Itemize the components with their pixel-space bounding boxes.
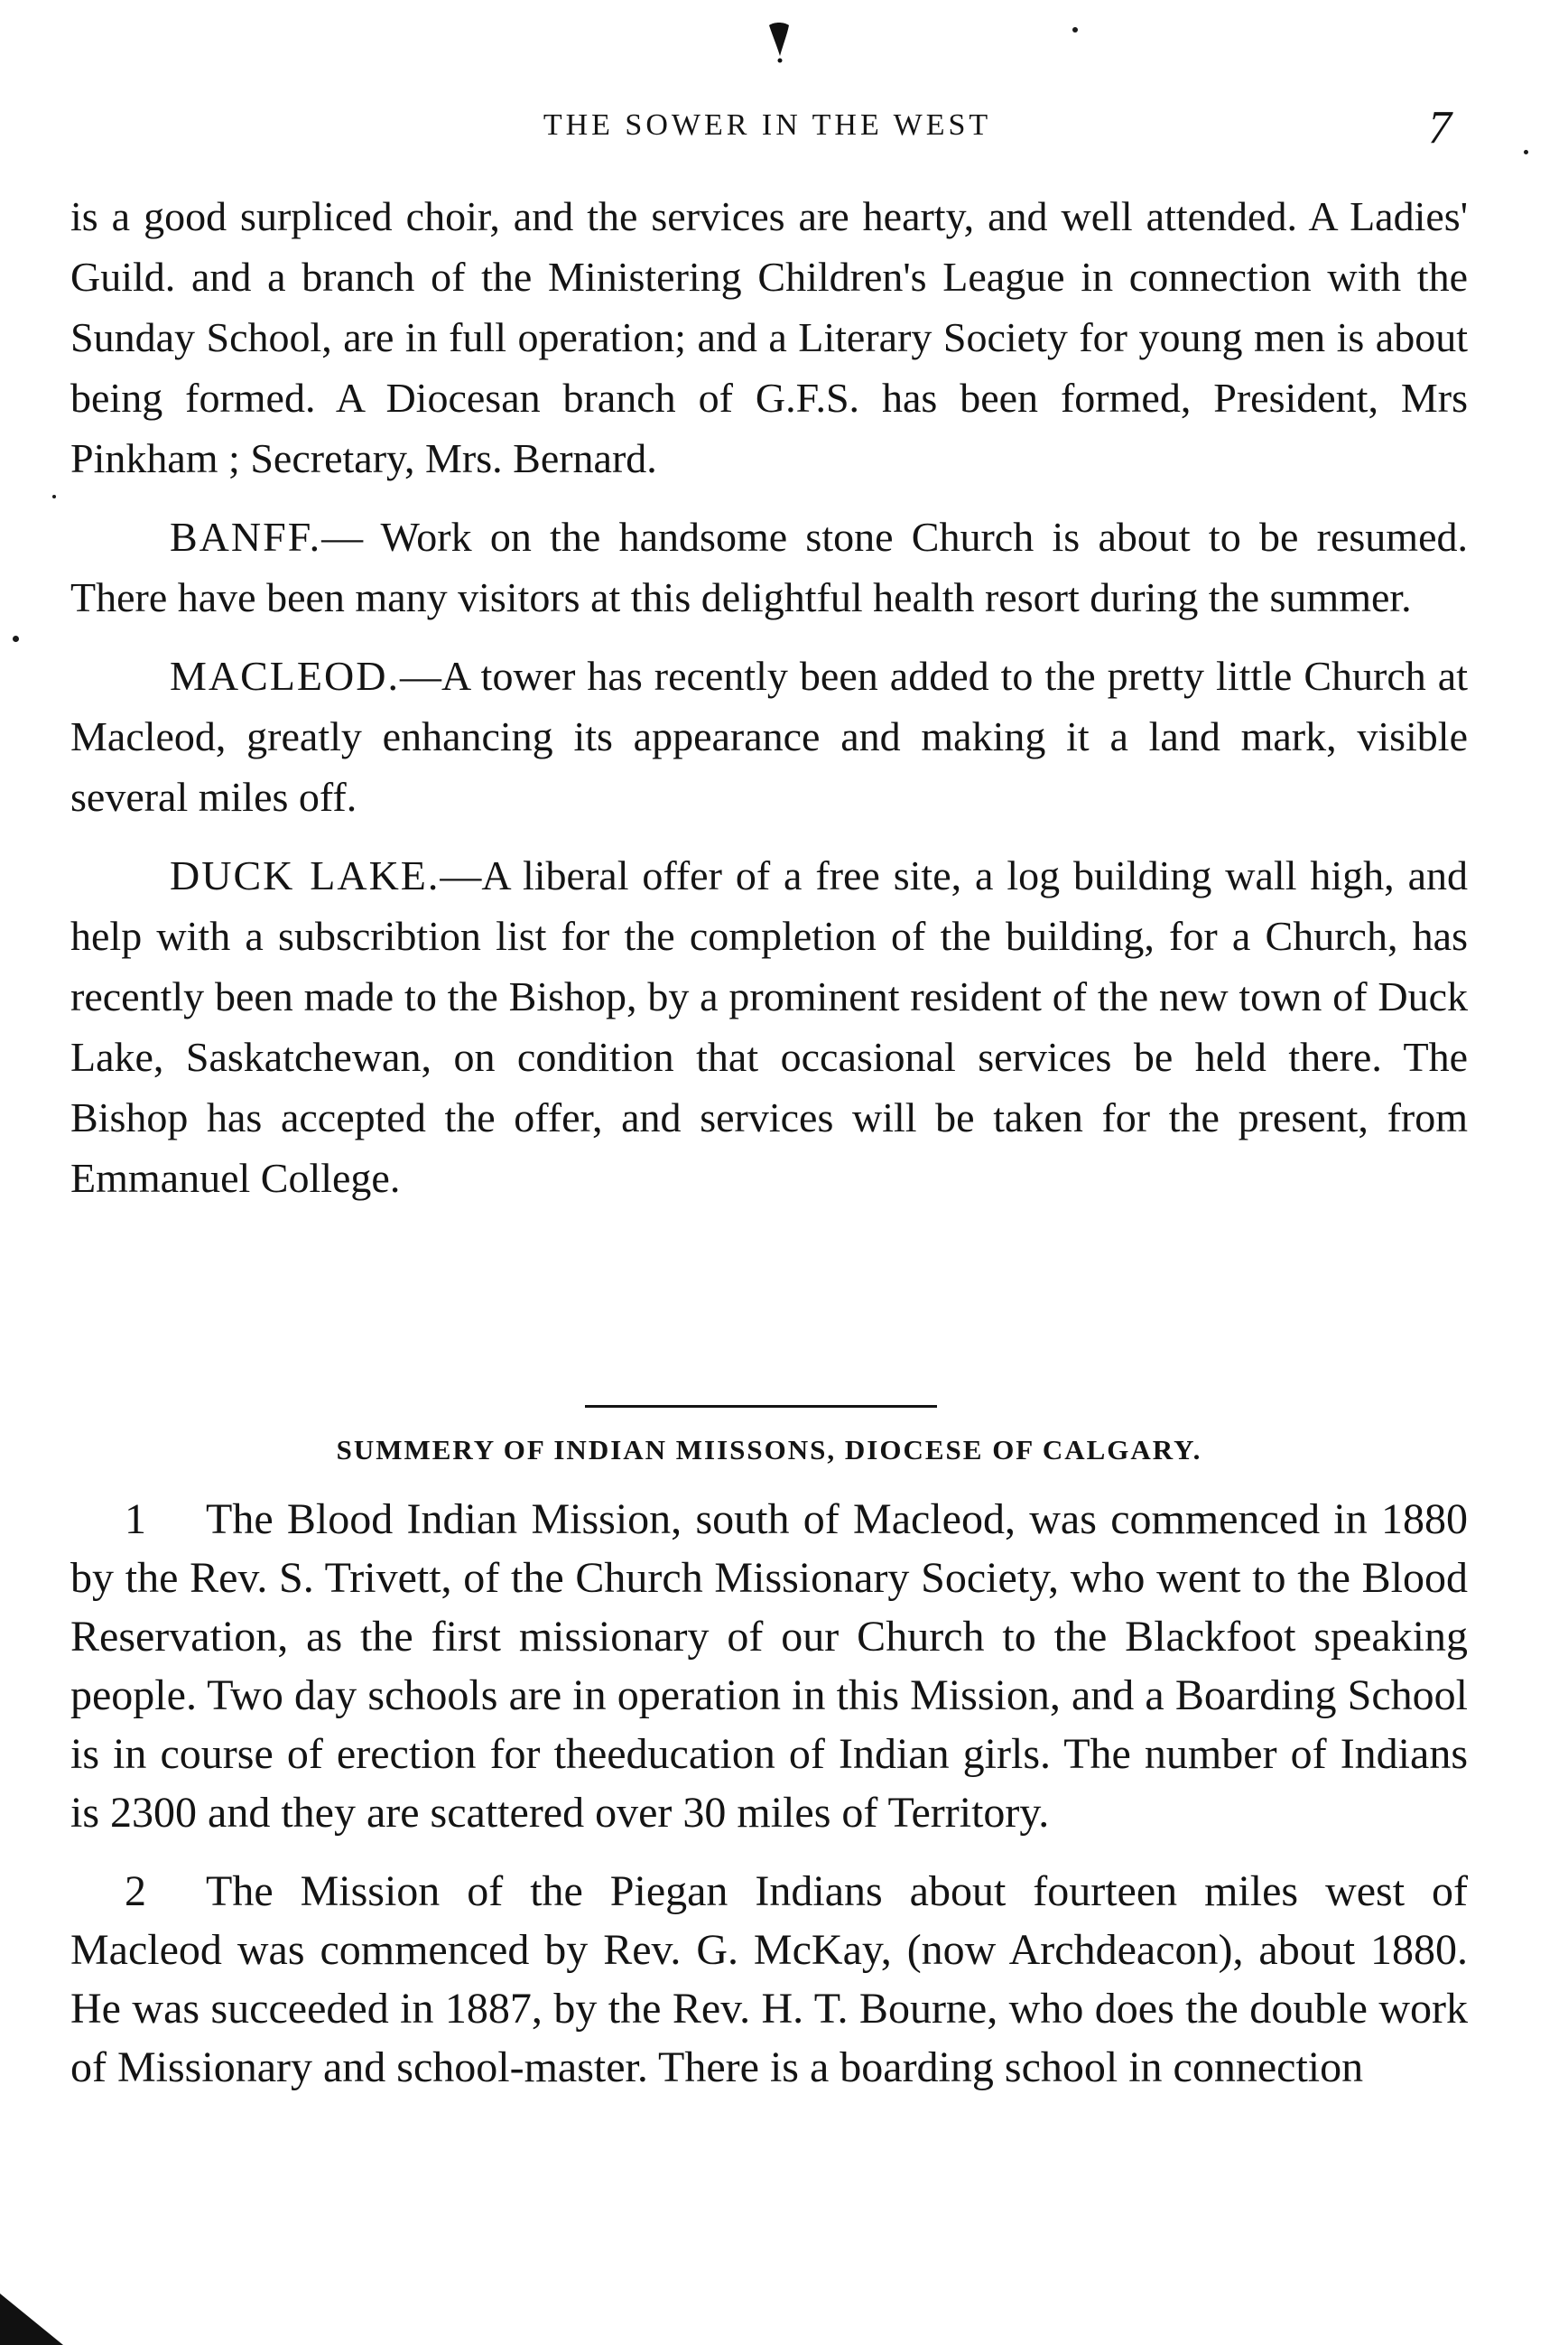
section-heading: SUMMERY OF INDIAN MIISSONS, DIOCESE OF CALGARY. (336, 1434, 1202, 1466)
body-text-top (70, 186, 1468, 1226)
paragraph-choir (70, 186, 1468, 489)
paragraph-text: — Work on the handsome stone Church is about to be resumed. There have been many visitors at this delightful health resort during the summer. (70, 514, 1468, 620)
paragraph-banff (70, 507, 1468, 628)
page-corner-shadow (0, 2294, 63, 2345)
paragraph-text: —A tower has recently been added to the pretty little Church at Macleod, greatly enhancing its appearance and making it a land mark, visible several miles off. (70, 653, 1468, 820)
paragraph-lead: DUCK LAKE. (170, 852, 441, 898)
paragraph-macleod (70, 646, 1468, 827)
paragraph-lead: BANFF. (170, 514, 322, 560)
ink-speck (1072, 27, 1078, 33)
section-divider (585, 1405, 937, 1408)
ink-speck (52, 495, 56, 498)
paragraph-text: —A liberal offer of a free site, a log building wall high, and help with a subscribtion list for the completion of the building, for a Church, has recently been made to the Bishop, by a prominent resident of the new town of Duck Lake, Saskatchewan, on condition that occasional services be held there. The Bishop has accepted the offer, and services will be taken for the present, from Emmanuel College. (70, 852, 1468, 1201)
ink-speck (13, 636, 19, 642)
numbered-paragraph (70, 1490, 1468, 1842)
paragraph-lead: MACLEOD. (170, 653, 400, 699)
ink-speck (1524, 150, 1528, 154)
paragraph-text: The Blood Indian Mission, south of Macleod, was commenced in 1880 by the Rev. S. Trivett, of the Church Missionary Society, who went to the Blood Reservation, as the first missionary of our Church to the Blackfoot speaking people. Two day schools are in operation in this Mission, and a Boarding School is in course of erection for theeducation of Indian girls. The number of Indians is 2300 and they are scattered over 30 miles of Territory. (70, 1495, 1468, 1837)
ink-blot-mark (765, 20, 793, 63)
paragraph-duck-lake (70, 845, 1468, 1208)
numbered-paragraph (70, 1862, 1468, 2097)
page-number: 7 (1428, 102, 1452, 154)
paragraph-number: 2 (125, 1867, 146, 1915)
running-header: THE SOWER IN THE WEST (543, 108, 992, 142)
paragraph-text: The Mission of the Piegan Indians about fourteen miles west of Macleod was commenced by Rev. G. McKay, (now Archdeacon), about 1880. He was succeeded in 1887, by the Rev. H. T. Bourne, who does the double work of Missionary and school-master. There is a boarding school in connection (70, 1867, 1468, 2091)
paragraph-text: is a good surpliced choir, and the services are hearty, and well attended. A Ladies' Guild. and a branch of the Ministering Children's League in connection with the Sunday School, are in full operation; and a Literary Society for young men is about being formed. A Diocesan branch of G.F.S. has been formed, President, Mrs Pinkham ; Secretary, Mrs. Bernard. (70, 193, 1468, 481)
body-text-bottom (70, 1490, 1468, 2117)
paragraph-number: 1 (125, 1495, 146, 1543)
